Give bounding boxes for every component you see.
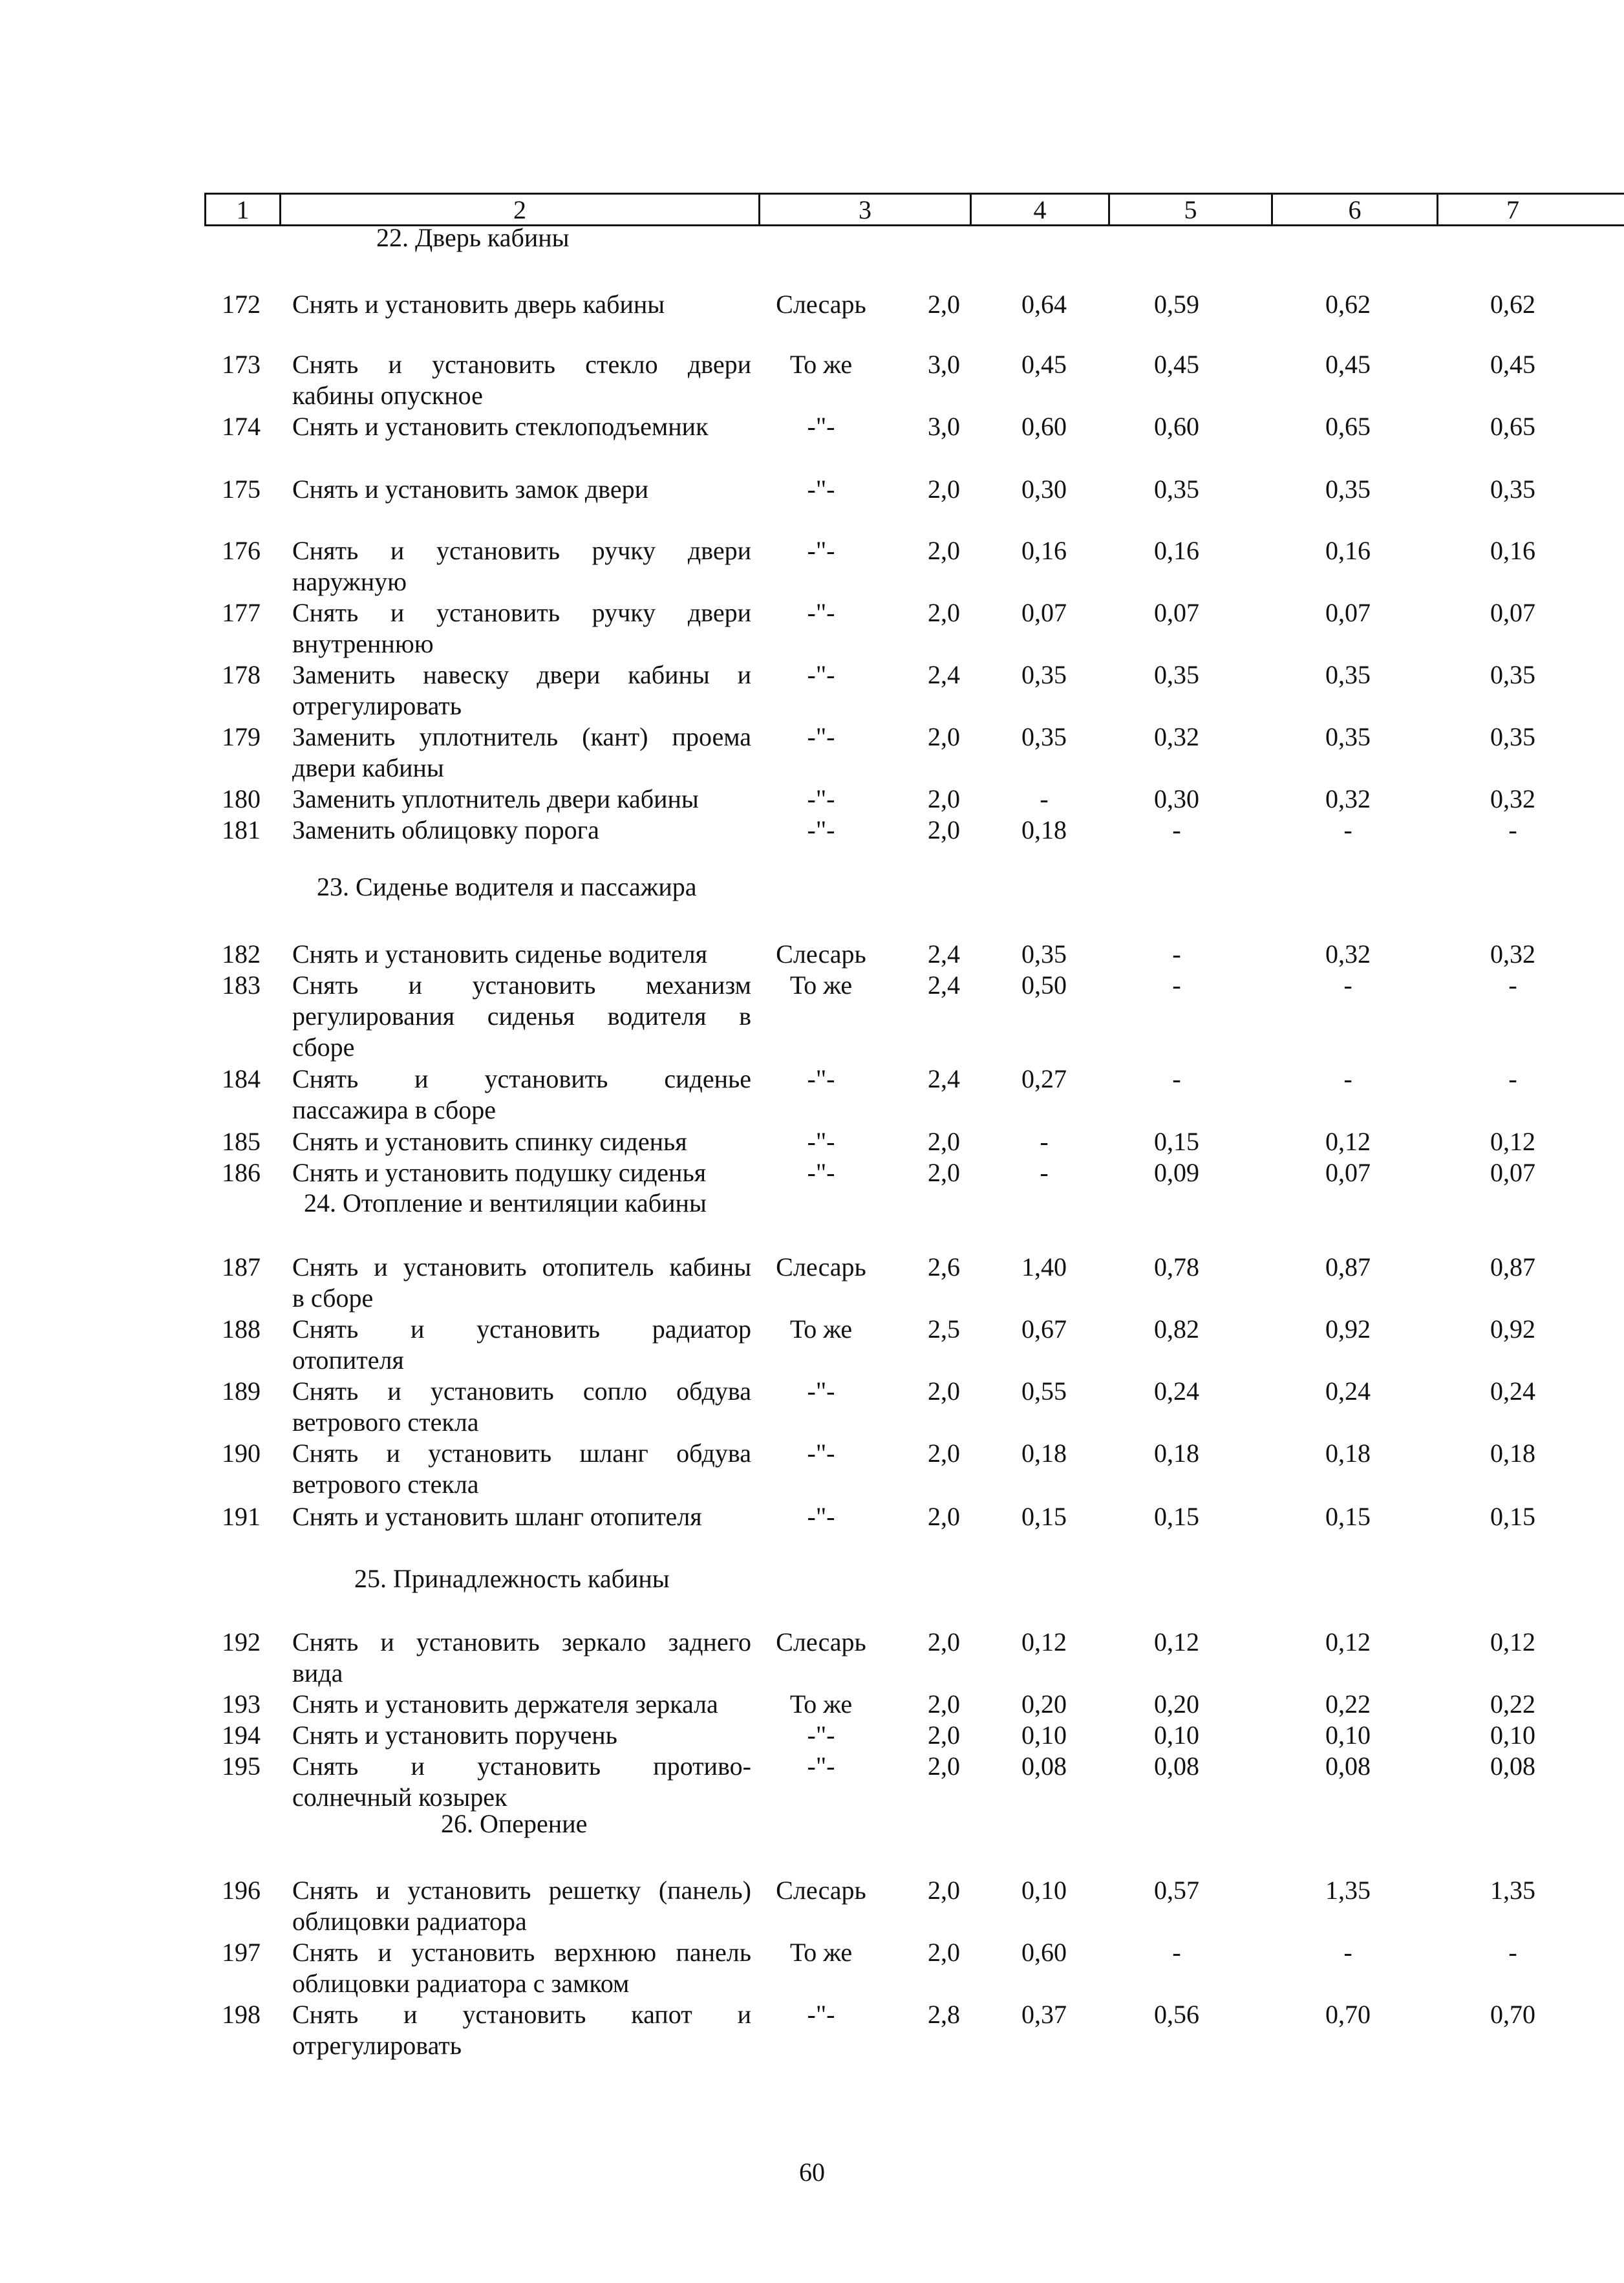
row-number: 185 (222, 1127, 261, 1156)
performer: -"- (807, 2000, 835, 2029)
performer: Слесарь (776, 939, 866, 969)
norm-value-col6: 0,65 (1325, 412, 1371, 441)
norm-value-col4: 0,67 (1021, 1314, 1067, 1344)
norm-value-col4: 0,64 (1021, 290, 1067, 319)
header-col-3: 3 (859, 195, 871, 224)
description-line: Снять и установить подушку сиденья (292, 1158, 707, 1187)
description-line: ветрового стекла (292, 1470, 479, 1499)
section-title: 25. Принадлежность кабины (354, 1564, 670, 1593)
operation-description (292, 1157, 751, 1188)
norm-value-col4: - (1040, 1158, 1049, 1187)
norm-value-col6: 0,08 (1325, 1752, 1371, 1781)
description-line: Снять и установить решетку (панель) (292, 1876, 751, 1905)
grade-value: 2,4 (928, 939, 960, 969)
operation-description (292, 1064, 751, 1126)
description-line: Снять и установить отопитель кабины (292, 1252, 751, 1281)
norm-value-col7: 0,70 (1490, 2000, 1535, 2029)
norm-value-col6: 0,12 (1325, 1127, 1371, 1156)
description-line: Снять и установить механизм (292, 970, 751, 1000)
grade-value: 2,0 (928, 536, 960, 565)
page-number: 60 (799, 2158, 825, 2187)
grade-value: 2,0 (928, 1502, 960, 1531)
row-number: 190 (222, 1439, 261, 1468)
performer: То же (789, 970, 853, 1000)
norm-value-col5: 0,30 (1154, 784, 1199, 813)
grade-value: 2,0 (928, 475, 960, 504)
norm-value-col7: 0,15 (1490, 1502, 1535, 1531)
performer: То же (789, 1314, 853, 1344)
row-number: 195 (222, 1752, 261, 1781)
section-title: 26. Оперение (441, 1809, 588, 1838)
operation-description (292, 1438, 751, 1500)
performer: То же (789, 350, 853, 379)
row-number: 189 (222, 1377, 261, 1406)
description-line: Снять и установить сиденье (292, 1064, 751, 1093)
operation-description (292, 535, 751, 597)
row-number: 176 (222, 536, 261, 565)
description-line: Снять и установить капот и (292, 2000, 751, 2029)
norm-value-col5: 0,18 (1154, 1439, 1199, 1468)
norm-value-col4: - (1040, 784, 1049, 813)
row-number: 182 (222, 939, 261, 969)
norm-value-col4: 0,18 (1021, 815, 1067, 844)
grade-value: 2,0 (928, 784, 960, 813)
description-line: внутреннюю (292, 629, 434, 658)
performer: Слесарь (776, 1252, 866, 1281)
description-line: облицовки радиатора (292, 1907, 527, 1936)
norm-value-col5: 0,35 (1154, 475, 1199, 504)
norm-value-col7: 1,35 (1490, 1876, 1535, 1905)
norm-value-col6: 0,45 (1325, 350, 1371, 379)
operation-description (292, 815, 751, 846)
norm-value-col7: 0,24 (1490, 1377, 1535, 1406)
norm-value-col7: 0,35 (1490, 475, 1535, 504)
row-number: 188 (222, 1314, 261, 1344)
performer: -"- (807, 722, 835, 751)
performer: -"- (807, 1377, 835, 1406)
norm-value-col4: 0,10 (1021, 1720, 1067, 1750)
description-line: Снять и установить поручень (292, 1720, 617, 1750)
norm-value-col6: 0,70 (1325, 2000, 1371, 2029)
norm-value-col6: - (1343, 815, 1352, 844)
grade-value: 2,0 (928, 1127, 960, 1156)
operation-description (292, 411, 751, 442)
description-line: отопителя (292, 1345, 404, 1375)
norm-value-col4: 0,60 (1021, 412, 1067, 441)
norm-value-col7: - (1508, 1064, 1517, 1093)
norm-value-col5: 0,35 (1154, 660, 1199, 689)
description-line: Снять и установить сопло обдува (292, 1377, 751, 1406)
norm-value-col5: - (1172, 1064, 1181, 1093)
norm-value-col6: 0,24 (1325, 1377, 1371, 1406)
norm-value-col7: - (1508, 1938, 1517, 1967)
row-number: 191 (222, 1502, 261, 1531)
operation-description (292, 349, 751, 411)
norm-value-col7: 0,65 (1490, 412, 1535, 441)
operation-description (292, 597, 751, 659)
description-line: вида (292, 1658, 343, 1688)
row-number: 180 (222, 784, 261, 813)
norm-value-col4: 0,08 (1021, 1752, 1067, 1781)
norm-value-col4: 0,27 (1021, 1064, 1067, 1093)
description-line: солнечный козырек (292, 1783, 508, 1812)
norm-value-col4: 0,07 (1021, 598, 1067, 627)
norm-value-col4: 0,15 (1021, 1502, 1067, 1531)
description-line: Снять и установить шланг отопителя (292, 1502, 702, 1531)
description-line: Снять и установить радиатор (292, 1314, 751, 1344)
grade-value: 2,0 (928, 1876, 960, 1905)
norm-value-col7: 0,35 (1490, 660, 1535, 689)
norm-value-col6: 0,12 (1325, 1627, 1371, 1656)
norm-value-col4: 0,20 (1021, 1689, 1067, 1719)
row-number: 192 (222, 1627, 261, 1656)
grade-value: 2,0 (928, 722, 960, 751)
performer: То же (789, 1938, 853, 1967)
norm-value-col5: 0,32 (1154, 722, 1199, 751)
norm-value-col5: 0,09 (1154, 1158, 1199, 1187)
description-line: Снять и установить замок двери (292, 475, 648, 504)
performer: -"- (807, 784, 835, 813)
description-line: наружную (292, 567, 407, 596)
description-line: регулирования сиденья водителя в (292, 1002, 751, 1031)
performer: -"- (807, 660, 835, 689)
performer: -"- (807, 598, 835, 627)
description-line: Снять и установить зеркало заднего (292, 1627, 751, 1656)
performer: -"- (807, 815, 835, 844)
operation-description (292, 289, 751, 320)
grade-value: 2,0 (928, 815, 960, 844)
norm-value-col7: 0,12 (1490, 1127, 1535, 1156)
norm-value-col5: 0,45 (1154, 350, 1199, 379)
section-title: 24. Отопление и вентиляции кабины (304, 1188, 707, 1217)
operation-description (292, 1999, 751, 2061)
norm-value-col7: 0,35 (1490, 722, 1535, 751)
operation-description (292, 1627, 751, 1689)
performer: -"- (807, 536, 835, 565)
grade-value: 2,0 (928, 290, 960, 319)
row-number: 197 (222, 1938, 261, 1967)
norm-value-col5: 0,10 (1154, 1720, 1199, 1750)
norm-value-col6: 0,87 (1325, 1252, 1371, 1281)
norm-value-col7: 0,07 (1490, 1158, 1535, 1187)
norm-value-col5: - (1172, 939, 1181, 969)
norm-value-col5: 0,56 (1154, 2000, 1199, 2029)
row-number: 183 (222, 970, 261, 1000)
norm-value-col7: 0,87 (1490, 1252, 1535, 1281)
norm-value-col6: 0,35 (1325, 722, 1371, 751)
description-line: Заменить уплотнитель двери кабины (292, 784, 699, 813)
norm-value-col6: - (1343, 970, 1352, 1000)
header-col-7: 7 (1506, 195, 1519, 224)
performer: Слесарь (776, 1627, 866, 1656)
norm-value-col7: 0,18 (1490, 1439, 1535, 1468)
row-number: 196 (222, 1876, 261, 1905)
norm-value-col6: 0,92 (1325, 1314, 1371, 1344)
operation-description (292, 722, 751, 784)
grade-value: 2,0 (928, 1938, 960, 1967)
norm-value-col6: 0,62 (1325, 290, 1371, 319)
operation-description (292, 1314, 751, 1376)
row-number: 181 (222, 815, 261, 844)
description-line: Снять и установить спинку сиденья (292, 1127, 687, 1156)
performer: -"- (807, 1752, 835, 1781)
grade-value: 2,0 (928, 1377, 960, 1406)
norm-value-col6: 0,35 (1325, 660, 1371, 689)
row-number: 194 (222, 1720, 261, 1750)
header-col-4: 4 (1033, 195, 1047, 224)
norm-value-col5: 0,20 (1154, 1689, 1199, 1719)
performer: -"- (807, 1158, 835, 1187)
row-number: 187 (222, 1252, 261, 1281)
norm-value-col5: 0,15 (1154, 1127, 1199, 1156)
header-top-border (204, 193, 1624, 195)
norm-value-col6: 0,07 (1325, 1158, 1371, 1187)
norm-value-col6: 0,15 (1325, 1502, 1371, 1531)
row-number: 184 (222, 1064, 261, 1093)
row-number: 198 (222, 2000, 261, 2029)
description-line: Снять и установить дверь кабины (292, 290, 665, 319)
description-line: Заменить навеску двери кабины и (292, 660, 751, 689)
grade-value: 2,4 (928, 970, 960, 1000)
performer: -"- (807, 1720, 835, 1750)
description-line: ветрового стекла (292, 1408, 479, 1437)
grade-value: 2,0 (928, 1689, 960, 1719)
norm-value-col5: 0,78 (1154, 1252, 1199, 1281)
description-line: Снять и установить держателя зеркала (292, 1689, 718, 1719)
description-line: отрегулировать (292, 691, 462, 720)
norm-value-col6: 0,10 (1325, 1720, 1371, 1750)
performer: -"- (807, 412, 835, 441)
norm-value-col7: 0,22 (1490, 1689, 1535, 1719)
grade-value: 2,6 (928, 1252, 960, 1281)
norm-value-col7: - (1508, 970, 1517, 1000)
description-line: пассажира в сборе (292, 1095, 496, 1124)
norm-value-col5: 0,08 (1154, 1752, 1199, 1781)
norm-value-col5: 0,59 (1154, 290, 1199, 319)
header-col-6: 6 (1348, 195, 1362, 224)
norm-value-col4: 0,60 (1021, 1938, 1067, 1967)
operation-description (292, 970, 751, 1063)
description-line: Снять и установить стекло двери (292, 350, 751, 379)
norm-value-col4: 0,35 (1021, 939, 1067, 969)
grade-value: 2,0 (928, 1627, 960, 1656)
description-line: Заменить уплотнитель (кант) проема (292, 722, 751, 751)
description-line: отрегулировать (292, 2031, 462, 2060)
norm-value-col4: 0,18 (1021, 1439, 1067, 1468)
description-line: в сборе (292, 1283, 374, 1313)
header-col-5: 5 (1184, 195, 1197, 224)
row-number: 172 (222, 290, 261, 319)
norm-value-col5: 0,16 (1154, 536, 1199, 565)
norm-value-col5: - (1172, 1938, 1181, 1967)
norm-value-col4: 0,12 (1021, 1627, 1067, 1656)
description-line: Снять и установить ручку двери (292, 598, 751, 627)
description-line: Снять и установить ручку двери (292, 536, 751, 565)
norm-value-col7: 0,32 (1490, 939, 1535, 969)
norm-value-col6: 0,22 (1325, 1689, 1371, 1719)
description-line: Заменить облицовку порога (292, 815, 599, 844)
grade-value: 2,0 (928, 598, 960, 627)
description-line: сборе (292, 1033, 355, 1062)
norm-value-col7: 0,92 (1490, 1314, 1535, 1344)
performer: Слесарь (776, 1876, 866, 1905)
description-line: Снять и установить верхнюю панель (292, 1938, 751, 1967)
norm-value-col7: 0,45 (1490, 350, 1535, 379)
grade-value: 2,0 (928, 1439, 960, 1468)
grade-value: 2,8 (928, 2000, 960, 2029)
description-line: кабины опускное (292, 381, 483, 410)
norm-value-col7: 0,12 (1490, 1627, 1535, 1656)
operation-description (292, 1376, 751, 1438)
norm-value-col5: 0,07 (1154, 598, 1199, 627)
operation-description (292, 1875, 751, 1937)
grade-value: 3,0 (928, 412, 960, 441)
grade-value: 3,0 (928, 350, 960, 379)
performer: -"- (807, 1064, 835, 1093)
operation-description (292, 1689, 751, 1720)
norm-value-col7: 0,08 (1490, 1752, 1535, 1781)
norm-value-col7: 0,10 (1490, 1720, 1535, 1750)
norm-value-col6: 0,35 (1325, 475, 1371, 504)
operation-description (292, 939, 751, 970)
operation-description (292, 474, 751, 505)
row-number: 177 (222, 598, 261, 627)
header-col-2: 2 (513, 195, 526, 224)
norm-value-col4: - (1040, 1127, 1049, 1156)
norm-value-col6: 1,35 (1325, 1876, 1371, 1905)
operation-description (292, 1252, 751, 1314)
header-col-1: 1 (236, 195, 250, 224)
norm-value-col5: - (1172, 815, 1181, 844)
norm-value-col6: 0,16 (1325, 536, 1371, 565)
norm-value-col4: 0,30 (1021, 475, 1067, 504)
norm-value-col6: 0,32 (1325, 939, 1371, 969)
operation-description (292, 1937, 751, 1999)
description-line: Снять и установить сиденье водителя (292, 939, 707, 969)
performer: То же (789, 1689, 853, 1719)
norm-value-col5: 0,24 (1154, 1377, 1199, 1406)
norm-value-col7: 0,32 (1490, 784, 1535, 813)
norm-value-col4: 0,37 (1021, 2000, 1067, 2029)
performer: -"- (807, 1502, 835, 1531)
grade-value: 2,0 (928, 1752, 960, 1781)
grade-value: 2,5 (928, 1314, 960, 1344)
norm-value-col5: 0,82 (1154, 1314, 1199, 1344)
operation-description (292, 1720, 751, 1751)
row-number: 186 (222, 1158, 261, 1187)
norm-value-col4: 0,10 (1021, 1876, 1067, 1905)
operation-description (292, 1751, 751, 1813)
performer: -"- (807, 1127, 835, 1156)
norm-value-col7: 0,07 (1490, 598, 1535, 627)
norm-value-col7: 0,62 (1490, 290, 1535, 319)
performer: -"- (807, 1439, 835, 1468)
norm-value-col4: 0,50 (1021, 970, 1067, 1000)
description-line: Снять и установить шланг обдува (292, 1439, 751, 1468)
norm-value-col6: - (1343, 1064, 1352, 1093)
norm-value-col7: 0,16 (1490, 536, 1535, 565)
norm-value-col6: 0,07 (1325, 598, 1371, 627)
norm-value-col4: 0,35 (1021, 722, 1067, 751)
performer: -"- (807, 475, 835, 504)
section-title: 22. Дверь кабины (376, 223, 570, 252)
operation-description (292, 784, 751, 815)
description-line: Снять и установить противо- (292, 1752, 751, 1781)
performer: Слесарь (776, 290, 866, 319)
norm-value-col5: 0,12 (1154, 1627, 1199, 1656)
grade-value: 2,4 (928, 1064, 960, 1093)
norm-value-col4: 0,55 (1021, 1377, 1067, 1406)
row-number: 178 (222, 660, 261, 689)
norm-value-col5: 0,57 (1154, 1876, 1199, 1905)
norm-value-col4: 0,35 (1021, 660, 1067, 689)
norm-value-col4: 0,45 (1021, 350, 1067, 379)
operation-description (292, 659, 751, 722)
norm-value-col7: - (1508, 815, 1517, 844)
operation-description (292, 1126, 751, 1157)
description-line: Снять и установить стеклоподъемник (292, 412, 709, 441)
description-line: облицовки радиатора с замком (292, 1969, 630, 1998)
norm-value-col6: 0,18 (1325, 1439, 1371, 1468)
grade-value: 2,0 (928, 1720, 960, 1750)
grade-value: 2,0 (928, 1158, 960, 1187)
norm-value-col6: 0,32 (1325, 784, 1371, 813)
row-number: 174 (222, 412, 261, 441)
norm-value-col6: - (1343, 1938, 1352, 1967)
norm-value-col5: 0,15 (1154, 1502, 1199, 1531)
grade-value: 2,4 (928, 660, 960, 689)
operation-description (292, 1501, 751, 1532)
row-number: 175 (222, 475, 261, 504)
norm-value-col5: - (1172, 970, 1181, 1000)
norm-value-col4: 0,16 (1021, 536, 1067, 565)
norm-value-col5: 0,60 (1154, 412, 1199, 441)
row-number: 193 (222, 1689, 261, 1719)
norm-value-col4: 1,40 (1021, 1252, 1067, 1281)
description-line: двери кабины (292, 753, 444, 782)
row-number: 179 (222, 722, 261, 751)
section-title: 23. Сиденье водителя и пассажира (317, 872, 697, 901)
row-number: 173 (222, 350, 261, 379)
